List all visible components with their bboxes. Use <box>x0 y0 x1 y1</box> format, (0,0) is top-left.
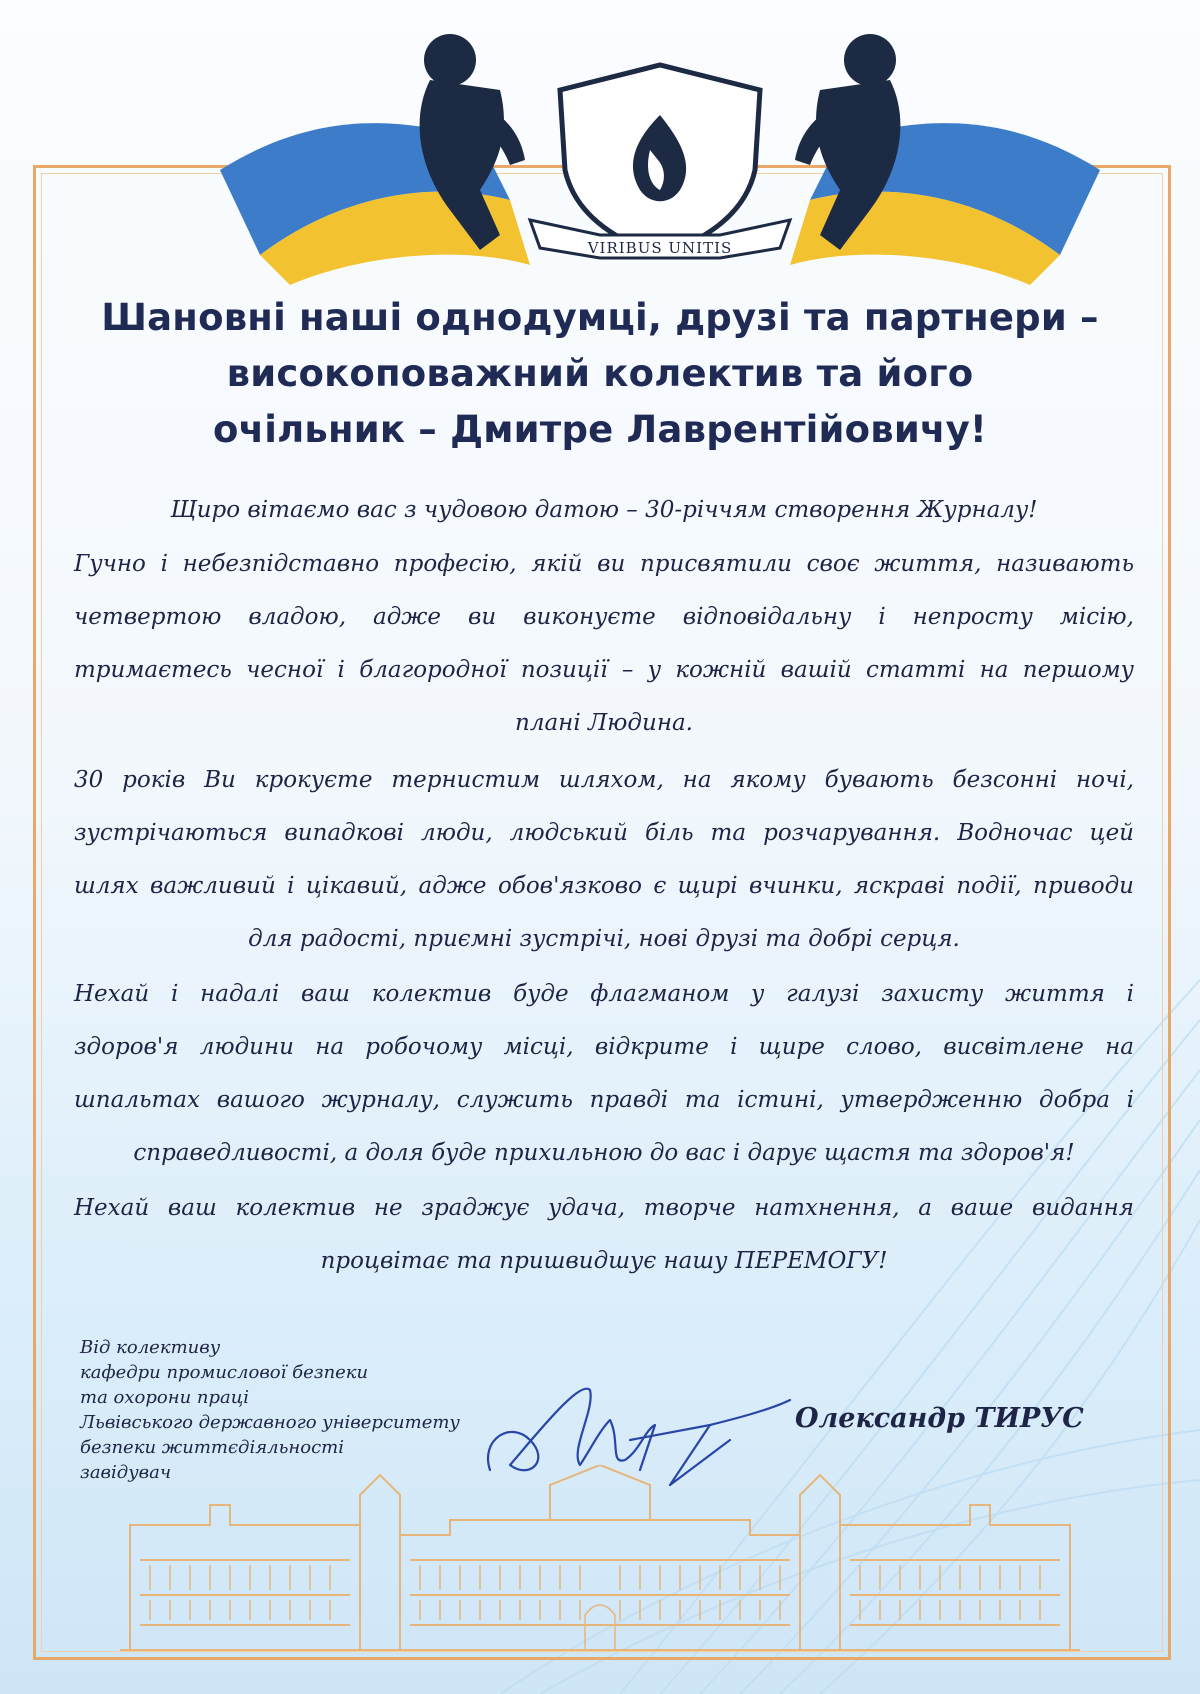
sender-line-3: та охорони праці <box>80 1387 250 1408</box>
body-line-8: шлях важливий і цікавий, адже обов'язково є щирі вчинки, яскраві події, приводи <box>74 873 1134 899</box>
sender-line-1: Від колективу <box>80 1337 221 1358</box>
sender-line-6: завідувач <box>80 1462 172 1483</box>
sender-line-4: Львівського державного університету <box>80 1412 460 1433</box>
heading-line-2: високоповажний колектив та його <box>226 352 974 395</box>
body-line-4: тримаєтесь чесної і благородної позиції – у кожній вашій статті на першому <box>74 657 1134 683</box>
university-building-drawing <box>120 1465 1080 1655</box>
body-line-3: четвертою владою, адже ви виконуєте відповідальну і непросту місію, <box>74 604 1134 630</box>
emblem-logo <box>180 20 1140 290</box>
body-line-6: 30 років Ви крокуєте тернистим шляхом, на якому бувають безсонні ночі, <box>74 767 1134 793</box>
body-line-14: Нехай ваш колектив не зраджує удача, творче натхнення, а ваше видання <box>74 1195 1134 1221</box>
heading-line-1: Шановні наші однодумці, друзі та партнери – <box>101 296 1099 339</box>
body-line-1: Щиро вітаємо вас з чудовою датою – 30-річчям створення Журналу! <box>170 497 1038 523</box>
body-line-13: справедливості, а доля буде прихильною до вас і дарує щастя та здоров'я! <box>133 1140 1075 1166</box>
body-line-5: плані Людина. <box>515 710 693 736</box>
heading-line-3: очільник – Дмитре Лаврентійовичу! <box>213 408 987 451</box>
body-line-7: зустрічаються випадкові люди, людський біль та розчарування. Водночас цей <box>74 820 1134 846</box>
body-line-15: процвітає та пришвидшує нашу ПЕРЕМОГУ! <box>320 1248 888 1274</box>
sender-line-5: безпеки життєдіяльності <box>80 1437 344 1458</box>
body-line-9: для радості, приємні зустрічі, нові друзі та добрі серця. <box>248 926 960 952</box>
handwritten-signature <box>470 1370 800 1490</box>
body-line-10: Нехай і надалі ваш колектив буде флагманом у галузі захисту життя і <box>74 981 1134 1007</box>
sender-line-2: кафедри промислової безпеки <box>80 1362 369 1383</box>
body-line-11: здоров'я людини на робочому місці, відкрите і щире слово, висвітлене на <box>74 1034 1134 1060</box>
signer-name: Олександр ТИРУС <box>795 1403 1084 1434</box>
body-line-12: шпальтах вашого журналу, служить правді та істині, утвердженню добра і <box>74 1087 1134 1113</box>
greeting-heading <box>80 290 1120 458</box>
motto-text: VIRIBUS UNITIS <box>587 239 733 257</box>
body-line-2: Гучно і небезпідставно професію, якій ви присвятили своє життя, називають <box>74 551 1134 577</box>
sender-block <box>80 1335 500 1485</box>
